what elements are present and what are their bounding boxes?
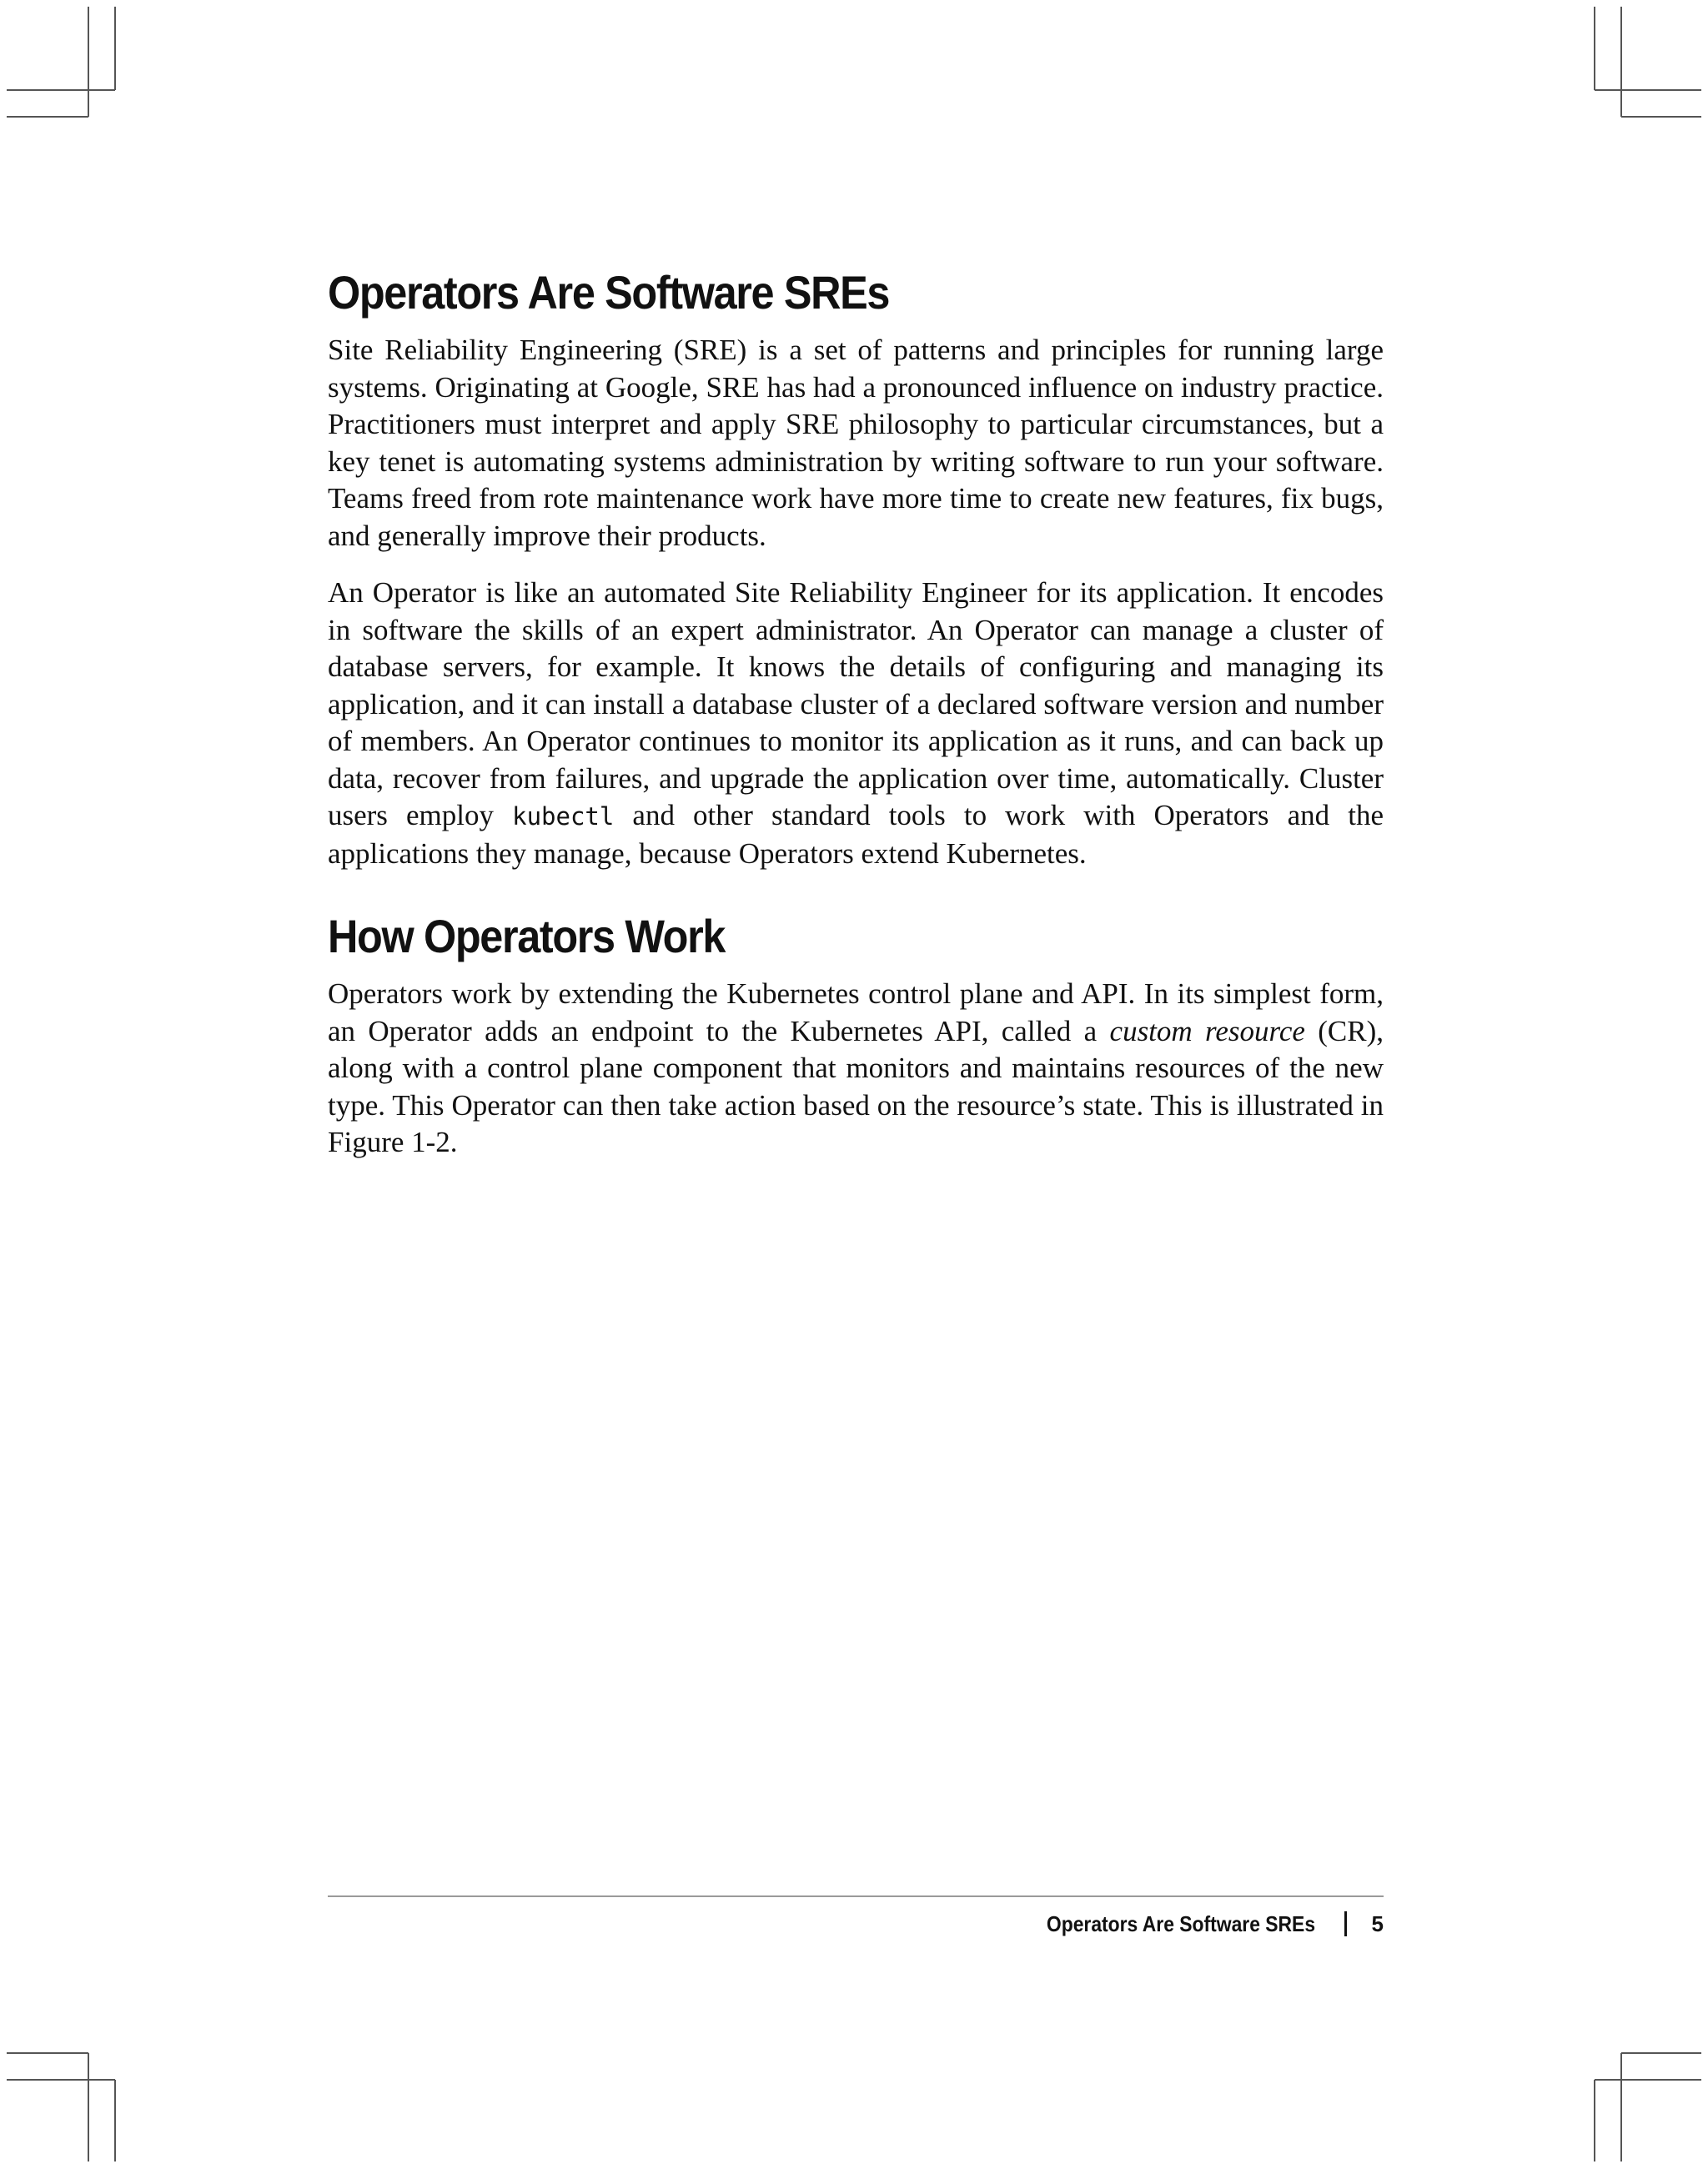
footer-divider bbox=[1344, 1911, 1347, 1936]
paragraph: Site Reliability Engineering (SRE) is a set of patterns and principles for running large systems. Originating at Google, SRE has had a pronounced influence on industry practice. Practitioners must interpret and apply SRE philosophy to particular circumstances, but a key tenet is automating systems administration by writing software to run your software. Teams freed from rote maintenance work have more time to create new features, fix bugs, and generally improve their products. bbox=[328, 334, 1384, 552]
page-number: 5 bbox=[1371, 1910, 1384, 1936]
page-content bbox=[328, 265, 1384, 1182]
section-how-operators-work bbox=[328, 909, 1384, 1162]
page-footer bbox=[328, 1905, 1384, 1943]
paragraph bbox=[328, 976, 1384, 1162]
paragraph-text: and other standard tools to work with Operators and the applications they manage, because Operators extend Kubernetes. bbox=[328, 799, 1384, 870]
section-heading: Operators Are Software SREs bbox=[328, 266, 890, 319]
running-head: Operators Are Software SREs bbox=[1047, 1910, 1316, 1936]
footer-rule bbox=[328, 1895, 1384, 1897]
section-operators-are-software-sres bbox=[328, 265, 1384, 872]
paragraph bbox=[328, 575, 1384, 872]
paragraph-text: An Operator is like an automated Site Reliability Engineer for its application. It encodes in software the skills of an expert administrator. An Operator can manage a cluster of database servers, for example. It knows the details of configuring and managing its application, and it can install a database cluster of a declared software version and number of members. An Operator continues to monitor its application as it runs, and can back up data, recover from failures, and upgrade the application over time, automatically. Cluster users employ bbox=[328, 576, 1384, 831]
section-heading: How Operators Work bbox=[328, 910, 726, 962]
inline-code: kubectl bbox=[512, 802, 615, 831]
paragraph-text: (CR), along with a control plane component that monitors and maintains resources of the new type. This Operator can then take action based on the resource’s state. This is illustrated in Figure 1-2. bbox=[328, 1014, 1384, 1158]
emphasized-term: custom resource bbox=[1109, 1014, 1305, 1047]
paragraph-text: Operators work by extending the Kubernetes control plane and API. In its simplest form, an Operator adds an endpoint to the Kubernetes API, called a bbox=[328, 977, 1384, 1047]
